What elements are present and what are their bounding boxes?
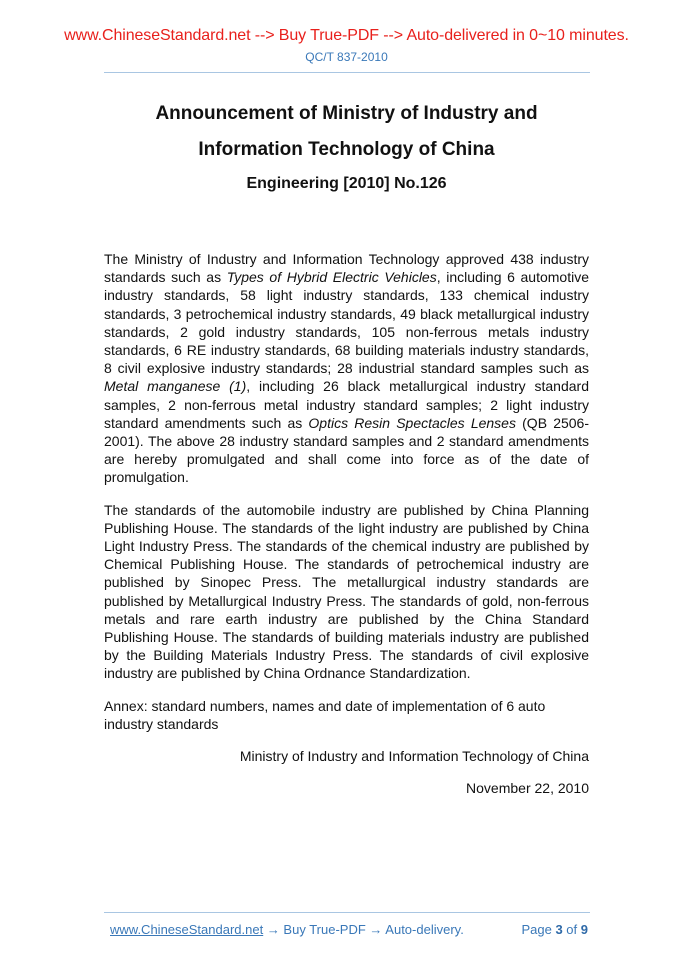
document-number: Engineering [2010] No.126: [246, 175, 447, 192]
footer-divider: [104, 912, 590, 913]
footer-tagline: → Buy True-PDF → Auto-delivery.: [263, 922, 464, 937]
text-run: , including 26 black metallurgical industry standard samples, 2 non-ferrous metal industry standard samples; 2 light industry standard amendments such as: [104, 378, 589, 431]
text-run: , including 6 automotive industry standards, 58 light industry standards, 133 chemical industry standards, 3 petrochemical industry standards, 49 black metallurgical industry standards, 2 gold industry standards, 105 non-ferrous metals industry standards, 6 RE industry standards, 68 building materials industry standards, 8 civil explosive industry standards; 28 industrial standard samples such as: [104, 269, 590, 377]
page-of: of: [562, 922, 581, 937]
document-code: QC/T 837-2010: [305, 50, 388, 64]
page-total: 9: [580, 922, 588, 937]
italic-title-run: Optics Resin Spectacles Lenses: [308, 414, 516, 431]
page-label: Page: [521, 922, 556, 937]
text-run: The Ministry of Industry and Information Technology approved 438 industry standards such as: [104, 251, 589, 286]
annex-note: Annex: standard numbers, names and date of implementation of 6 auto industry standards: [104, 697, 546, 732]
title-line-1: Announcement of Ministry of Industry and: [155, 103, 538, 124]
italic-title-run: Metal manganese (1): [104, 378, 247, 395]
signature-date: November 22, 2010: [466, 780, 589, 797]
page-current: 3: [555, 922, 563, 937]
footer: [110, 922, 588, 938]
top-banner[interactable]: www.ChineseStandard.net --> Buy True-PDF --> Auto-delivered in 0~10 minutes.: [64, 27, 629, 44]
page-indicator: [521, 922, 588, 938]
header-divider: [104, 72, 590, 73]
signatory: Ministry of Industry and Information Technology of China: [239, 748, 589, 765]
footer-site-link[interactable]: www.ChineseStandard.net: [110, 922, 264, 937]
text-run: (QB 2506-2001). The above 28 industry standard samples and 2 standard amendments are hereby promulgated and shall come into force as of the date of promulgation.: [104, 414, 589, 486]
document-body: [104, 250, 589, 811]
paragraph-publishers: The standards of the automobile industry are published by China Planning Publishing House. The standards of the light industry are published by China Light Industry Press. The standards of the chemical industry are published by Chemical Publishing House. The standards of petrochemical industry are published by Sinopec Press. The metallurgical industry standards are published by Metallurgical Industry Press. The standards of gold, non-ferrous metals and rare earth industry are published by the China Standard Publishing House. The standards of building materials industry are published by the Building Materials Industry Press. The standards of civil explosive industry are published by China Ordnance Standardization.: [104, 501, 589, 682]
italic-title-run: Types of Hybrid Electric Vehicles: [226, 269, 437, 286]
footer-left: [110, 922, 464, 938]
paragraph-approval: [104, 250, 589, 487]
title-line-2: Information Technology of China: [198, 139, 495, 160]
